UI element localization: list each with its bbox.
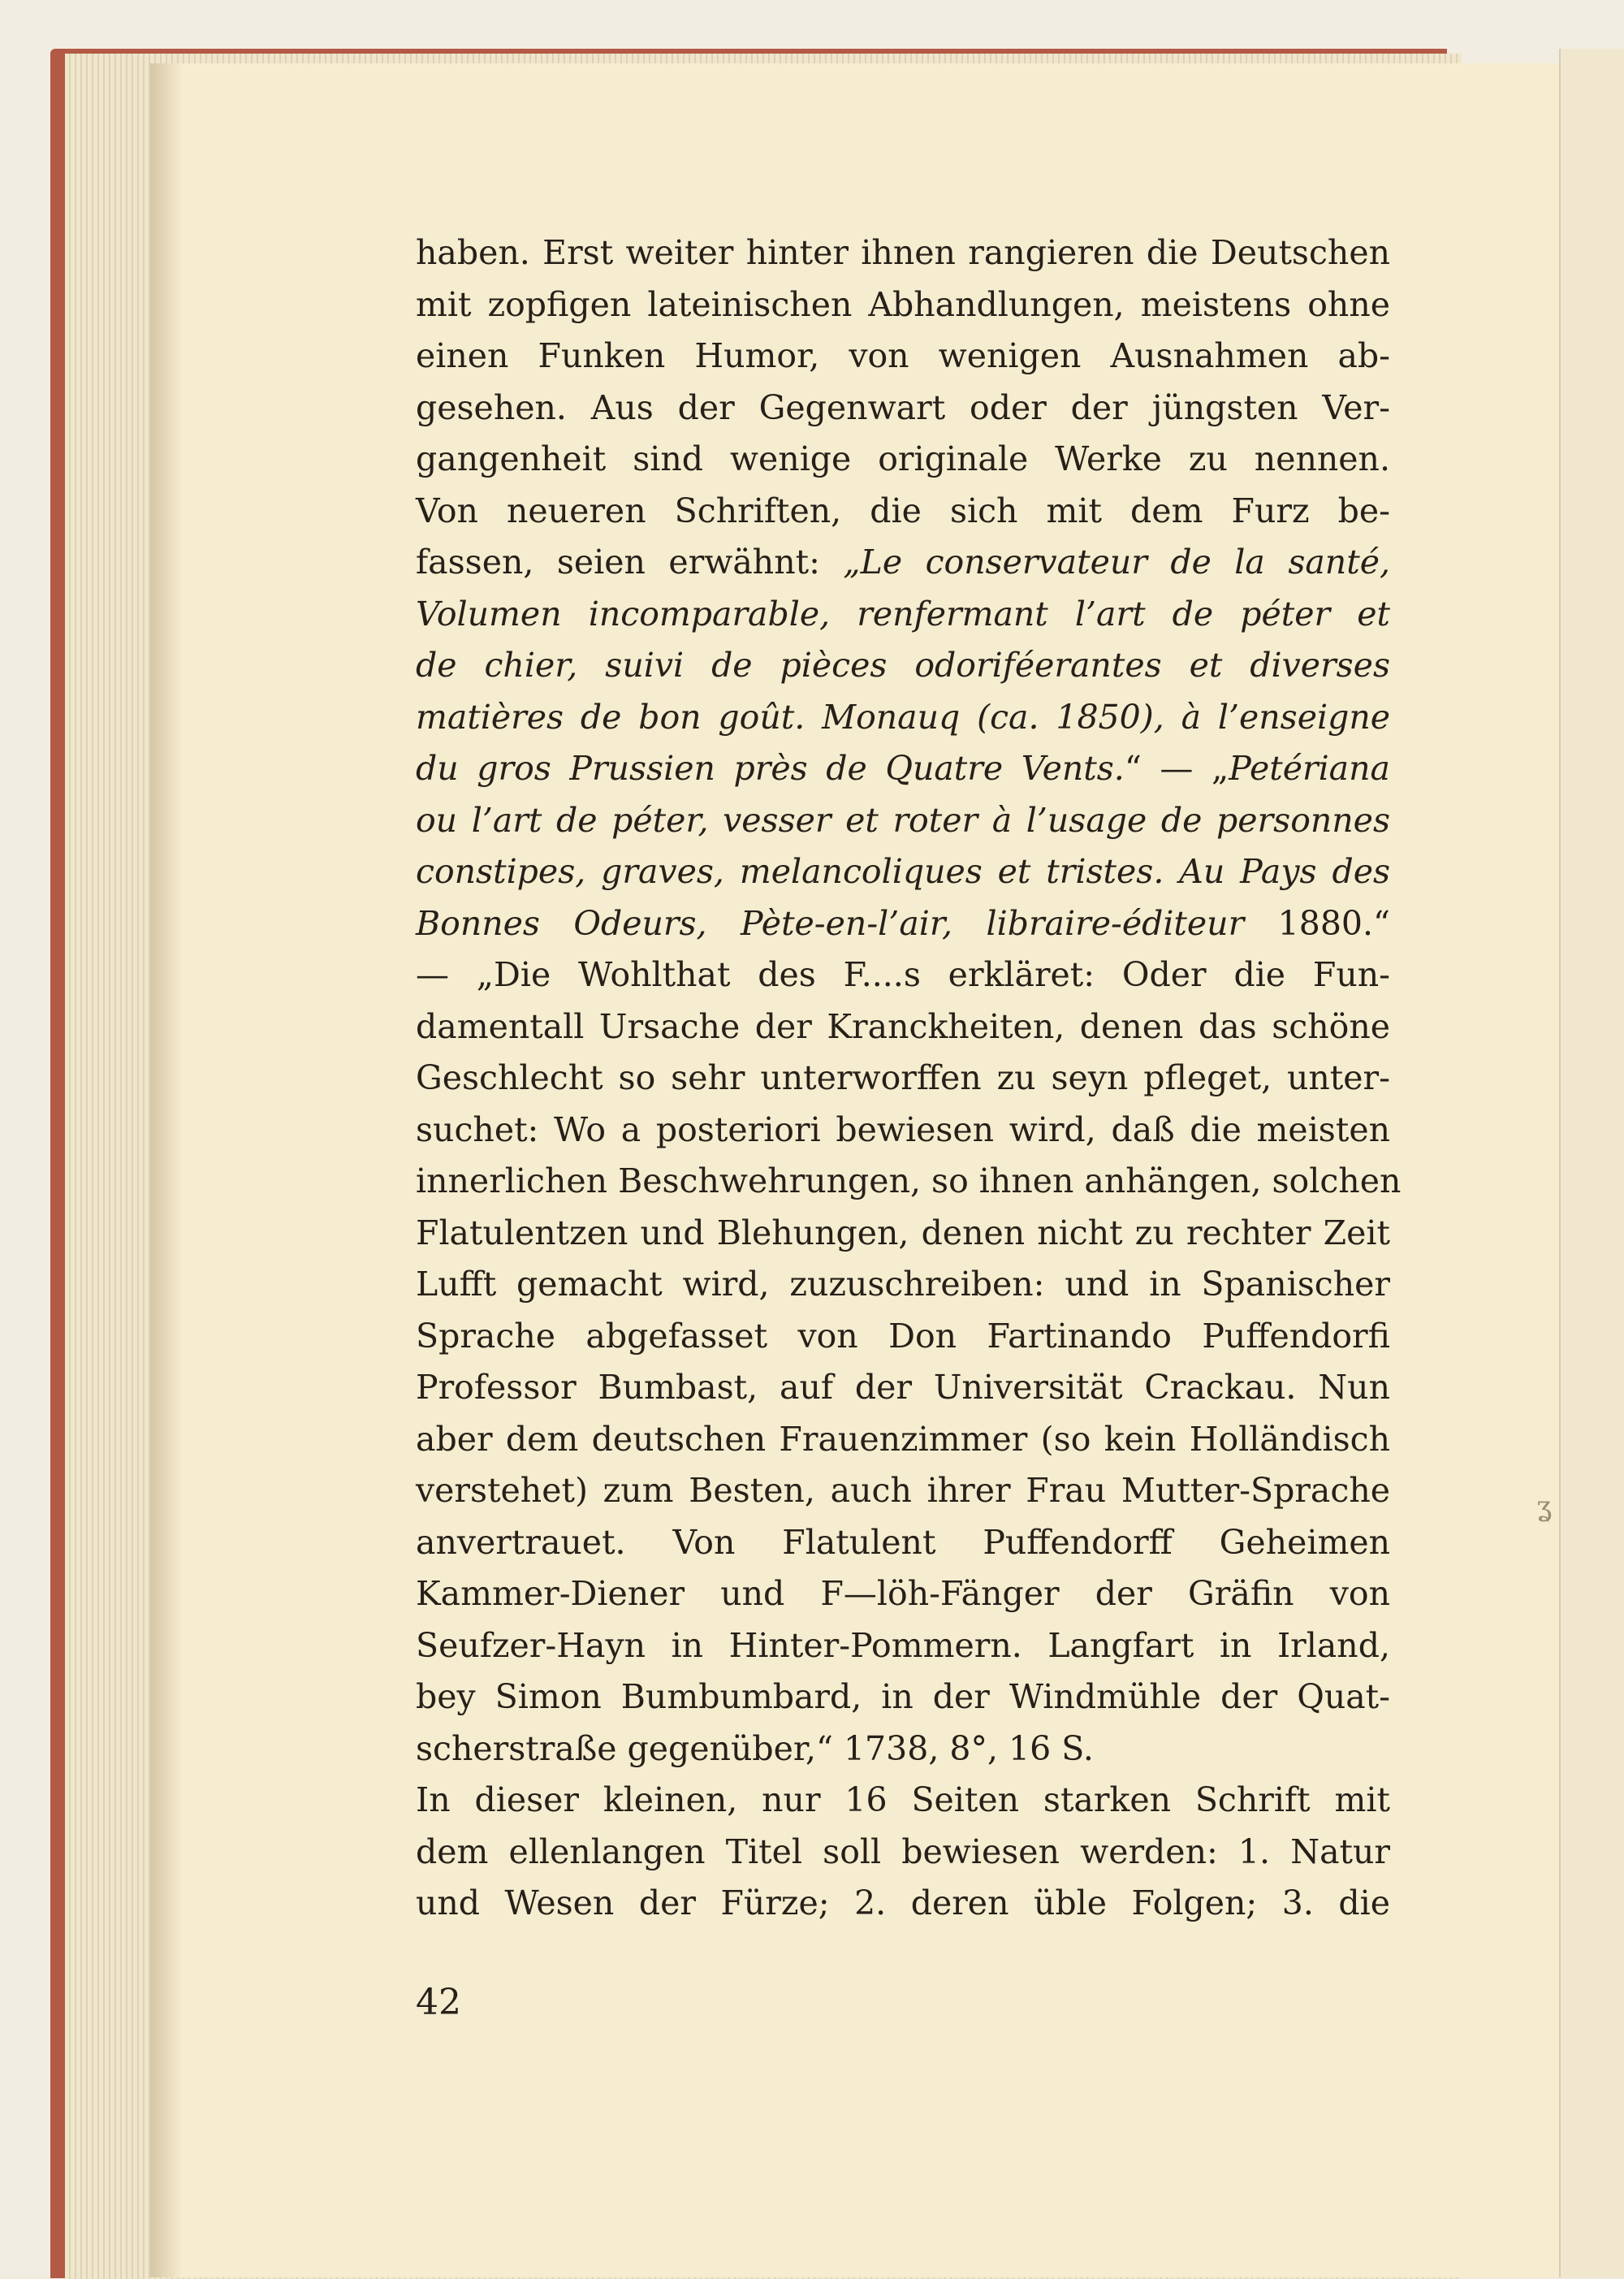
text-line: anvertrauet. Von Flatulent Puffendorff Geheimen: [416, 1522, 1390, 1562]
body-text: [416, 227, 1402, 1930]
text-italic: Petériana: [1229, 749, 1390, 788]
text-line: Volumen incomparable, renfermant l’art de péter et: [416, 594, 1390, 634]
text-line: gangenheit sind wenige originale Werke zu nennen.: [416, 439, 1390, 478]
text-line: Von neueren Schriften, die sich mit dem Furz be-: [416, 491, 1390, 530]
text-line: Professor Bumbast, auf der Universität Crackau. Nun: [416, 1368, 1390, 1407]
text-line: Lufft gemacht wird, zuzuschreiben: und in Spanischer: [416, 1265, 1390, 1304]
page-number: 42: [416, 1982, 461, 2023]
text-line: In dieser kleinen, nur 16 Seiten starken Schrift mit: [416, 1780, 1390, 1819]
text-line: aber dem deutschen Frauenzimmer (so kein Holländisch: [416, 1419, 1390, 1459]
text-line: dem ellenlangen Titel soll bewiesen werden: 1. Natur: [416, 1831, 1390, 1871]
text-line: verstehet) zum Besten, auch ihrer Frau Mutter-Sprache: [416, 1471, 1390, 1510]
text-line: Seufzer-Hayn in Hinter-Pommern. Langfart in Irland,: [416, 1625, 1390, 1665]
text-line: Sprache abgefasset von Don Fartinando Puffendorfi: [416, 1316, 1390, 1356]
text-line: Kammer-Diener und F—löh-Fänger der Gräfin von: [416, 1574, 1390, 1613]
text-italic: Bonnes Odeurs, Pète-en-l’air, libraire-éditeur: [416, 903, 1245, 943]
text-line: ou l’art de péter, vesser et roter à l’usage de personnes: [416, 800, 1390, 840]
text-line: constipes, graves, melancoliques et tristes. Au Pays des: [416, 852, 1390, 891]
text-line: bey Simon Bumbumbard, in der Windmühle der Quat-: [416, 1677, 1390, 1716]
text-roman: fassen, seien erwähnt:: [416, 543, 844, 582]
text-line: — „Die Wohlthat des F....s erkläret: Oder die Fun-: [416, 955, 1390, 994]
text-line: [416, 743, 1390, 795]
text-roman: 1880.“: [1244, 903, 1390, 943]
text-line: Geschlecht so sehr unterworffen zu seyn pfleget, unter-: [416, 1058, 1390, 1097]
facing-page-edge: [1559, 49, 1624, 2277]
text-line: Flatulentzen und Blehungen, denen nicht zu rechter Zeit: [416, 1213, 1390, 1252]
text-line: suchet: Wo a posteriori bewiesen wird, daß die meisten: [416, 1109, 1390, 1149]
text-line: und Wesen der Fürze; 2. deren üble Folgen; 3. die: [416, 1883, 1390, 1922]
text-line: haben. Erst weiter hinter ihnen rangieren die Deutschen: [416, 233, 1390, 272]
text-roman: “ — „: [1124, 749, 1229, 788]
text-italic: du gros Prussien près de Quatre Vents.: [416, 749, 1125, 788]
text-line: mit zopfigen lateinischen Abhandlungen, meistens ohne: [416, 284, 1390, 324]
margin-mark: ʓ: [1536, 1490, 1553, 1523]
text-line: innerlichen Beschwehrungen, so ihnen anhängen, solchen: [416, 1161, 1402, 1200]
text-line: gesehen. Aus der Gegenwart oder der jüngsten Ver-: [416, 387, 1390, 427]
text-line: [416, 898, 1390, 950]
gutter-shadow: [150, 63, 183, 2277]
text-line: matières de bon goût. Monauq (ca. 1850), à l’enseigne: [416, 697, 1390, 737]
text-line: scherstraße gegenüber,“ 1738, 8°, 16 S.: [416, 1728, 1094, 1768]
text-line: de chier, suivi de pièces odoriféerantes et diverses: [416, 646, 1390, 685]
text-line: [416, 537, 1390, 589]
text-line: einen Funken Humor, von wenigen Ausnahmen ab-: [416, 336, 1390, 375]
text-line: damentall Ursache der Kranckheiten, denen das schöne: [416, 1006, 1390, 1046]
text-italic: „Le conservateur de la santé,: [843, 543, 1390, 582]
